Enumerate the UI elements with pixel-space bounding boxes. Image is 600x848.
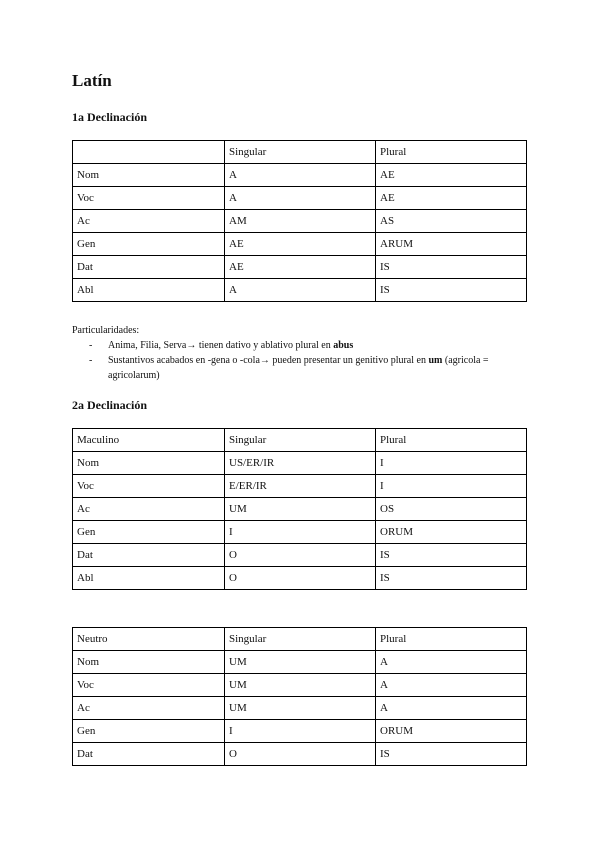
- case-label-cell: Voc: [73, 187, 225, 210]
- table-row: [73, 743, 527, 766]
- bullet-dash: -: [89, 355, 93, 366]
- particularities-label: Particularidades:: [72, 325, 140, 336]
- first-declension-body: [73, 141, 527, 302]
- plural-cell: I: [376, 475, 527, 498]
- particularity-text-after: (agricola = agricolarum): [108, 355, 489, 381]
- particularity-text: Anima, Filia, Serva→ tienen dativo y ablativo plural en: [108, 340, 334, 351]
- table-header-row: [73, 429, 527, 452]
- particularities-notes: [72, 323, 532, 383]
- case-label-cell: Ac: [73, 697, 225, 720]
- singular-cell: Singular: [225, 141, 376, 164]
- particularity-item: [72, 338, 532, 353]
- particularity-ending: abus: [333, 340, 354, 351]
- particularity-text: Sustantivos acabados en -gena o -cola→ pueden presentar un genitivo plural en: [108, 355, 429, 366]
- singular-cell: UM: [225, 498, 376, 521]
- plural-cell: Plural: [376, 628, 527, 651]
- table-row: [73, 187, 527, 210]
- singular-cell: I: [225, 720, 376, 743]
- second-declension-heading: 2a Declinación: [72, 398, 147, 412]
- case-label-cell: Dat: [73, 544, 225, 567]
- singular-cell: AE: [225, 256, 376, 279]
- singular-cell: UM: [225, 697, 376, 720]
- case-label-cell: Gen: [73, 720, 225, 743]
- particularity-item: [72, 353, 532, 383]
- plural-cell: IS: [376, 279, 527, 302]
- case-label-cell: Dat: [73, 743, 225, 766]
- plural-cell: IS: [376, 567, 527, 590]
- singular-cell: E/ER/IR: [225, 475, 376, 498]
- second-declension-neuter-table: [72, 627, 527, 766]
- first-declension-heading: 1a Declinación: [72, 110, 147, 124]
- singular-cell: AE: [225, 233, 376, 256]
- plural-cell: AE: [376, 164, 527, 187]
- page-title: Latín: [72, 71, 112, 90]
- masculine-body: [73, 429, 527, 590]
- case-label-cell: Neutro: [73, 628, 225, 651]
- case-label-cell: Abl: [73, 279, 225, 302]
- plural-cell: ORUM: [376, 521, 527, 544]
- plural-cell: IS: [376, 544, 527, 567]
- singular-cell: A: [225, 187, 376, 210]
- neuter-body: [73, 628, 527, 766]
- singular-cell: O: [225, 743, 376, 766]
- singular-cell: O: [225, 544, 376, 567]
- plural-cell: A: [376, 651, 527, 674]
- table-row: [73, 279, 527, 302]
- table-row: [73, 567, 527, 590]
- table-row: [73, 164, 527, 187]
- plural-cell: Plural: [376, 429, 527, 452]
- plural-cell: I: [376, 452, 527, 475]
- case-label-cell: Nom: [73, 164, 225, 187]
- case-label-cell: [73, 141, 225, 164]
- plural-cell: AE: [376, 187, 527, 210]
- singular-cell: Singular: [225, 429, 376, 452]
- table-row: [73, 210, 527, 233]
- singular-cell: UM: [225, 674, 376, 697]
- table-row: [73, 544, 527, 567]
- table-row: [73, 475, 527, 498]
- case-label-cell: Ac: [73, 210, 225, 233]
- singular-cell: A: [225, 164, 376, 187]
- case-label-cell: Nom: [73, 452, 225, 475]
- singular-cell: AM: [225, 210, 376, 233]
- second-declension-masculine-table: [72, 428, 527, 590]
- plural-cell: A: [376, 674, 527, 697]
- plural-cell: IS: [376, 743, 527, 766]
- table-row: [73, 256, 527, 279]
- table-row: [73, 452, 527, 475]
- table-row: [73, 697, 527, 720]
- case-label-cell: Nom: [73, 651, 225, 674]
- particularity-ending: um: [428, 355, 443, 366]
- case-label-cell: Gen: [73, 233, 225, 256]
- case-label-cell: Maculino: [73, 429, 225, 452]
- case-label-cell: Voc: [73, 475, 225, 498]
- singular-cell: UM: [225, 651, 376, 674]
- plural-cell: Plural: [376, 141, 527, 164]
- case-label-cell: Abl: [73, 567, 225, 590]
- table-row: [73, 233, 527, 256]
- case-label-cell: Dat: [73, 256, 225, 279]
- singular-cell: A: [225, 279, 376, 302]
- plural-cell: IS: [376, 256, 527, 279]
- table-row: [73, 498, 527, 521]
- case-label-cell: Voc: [73, 674, 225, 697]
- table-row: [73, 521, 527, 544]
- first-declension-table: [72, 140, 527, 302]
- table-row: [73, 651, 527, 674]
- singular-cell: O: [225, 567, 376, 590]
- plural-cell: OS: [376, 498, 527, 521]
- plural-cell: A: [376, 697, 527, 720]
- plural-cell: AS: [376, 210, 527, 233]
- bullet-dash: -: [89, 340, 93, 351]
- particularities-list: [72, 338, 532, 383]
- case-label-cell: Ac: [73, 498, 225, 521]
- singular-cell: US/ER/IR: [225, 452, 376, 475]
- table-row: [73, 674, 527, 697]
- table-row: [73, 720, 527, 743]
- table-header-row: [73, 628, 527, 651]
- singular-cell: I: [225, 521, 376, 544]
- singular-cell: Singular: [225, 628, 376, 651]
- plural-cell: ARUM: [376, 233, 527, 256]
- plural-cell: ORUM: [376, 720, 527, 743]
- case-label-cell: Gen: [73, 521, 225, 544]
- table-header-row: [73, 141, 527, 164]
